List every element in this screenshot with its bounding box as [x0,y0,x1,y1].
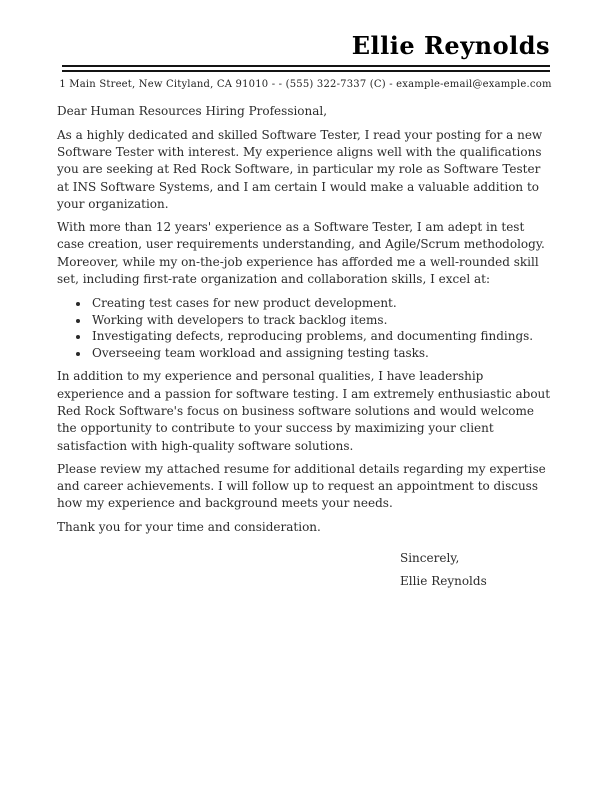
letterhead-contact-line: 1 Main Street, New Cityland, CA 91010 - - (555) 322-7337 (C) - example-email@example.com [59,79,552,91]
letter-body [57,103,554,590]
salutation: Dear Human Resources Hiring Professional, [57,104,328,119]
paragraph-follow-up: Please review my attached resume for additional details regarding my expertise and career achievements. I will follow up to request an appointment to discuss how my experience and background meets your needs. [57,461,546,511]
skills-list-item: • Creating test cases for new product development. [90,295,554,312]
skills-list [57,295,554,361]
paragraph-enthusiasm: In addition to my experience and personal qualities, I have leadership experience and a passion for software testing. I am extremely enthusiastic about Red Rock Software's focus on business software solutions and would welcome the opportunity to contribute to your success by maximizing your client satisfaction with high-quality software solutions. [57,369,551,453]
closing-line: Thank you for your time and consideration. [57,519,321,534]
paragraph-experience: With more than 12 years' experience as a Software Tester, I am adept in test case creation, user requirements understanding, and Agile/Scrum methodology. Moreover, while my on-the-job experience has afforded me a well-rounded skill set, including first-rate organization and collaboration skills, I excel at: [57,220,545,287]
skills-list-item: • Overseeing team workload and assigning testing tasks. [90,345,554,362]
letterhead-name: Ellie Reynolds [351,31,550,60]
letterhead-divider [62,65,550,72]
skills-list-item: • Working with developers to track backlog items. [90,312,554,329]
skills-list-item: • Investigating defects, reproducing problems, and documenting findings. [90,328,554,345]
signoff: Sincerely, [400,551,460,566]
signature-block [400,550,554,591]
signature-name: Ellie Reynolds [400,574,487,589]
paragraph-introduction: As a highly dedicated and skilled Software Tester, I read your posting for a new Software Tester with interest. My experience aligns well with the qualifications you are seeking at Red Rock Software, in particular my role as Software Tester at INS Software Systems, and I am certain I would make a valuable addition to your organization. [57,127,543,211]
